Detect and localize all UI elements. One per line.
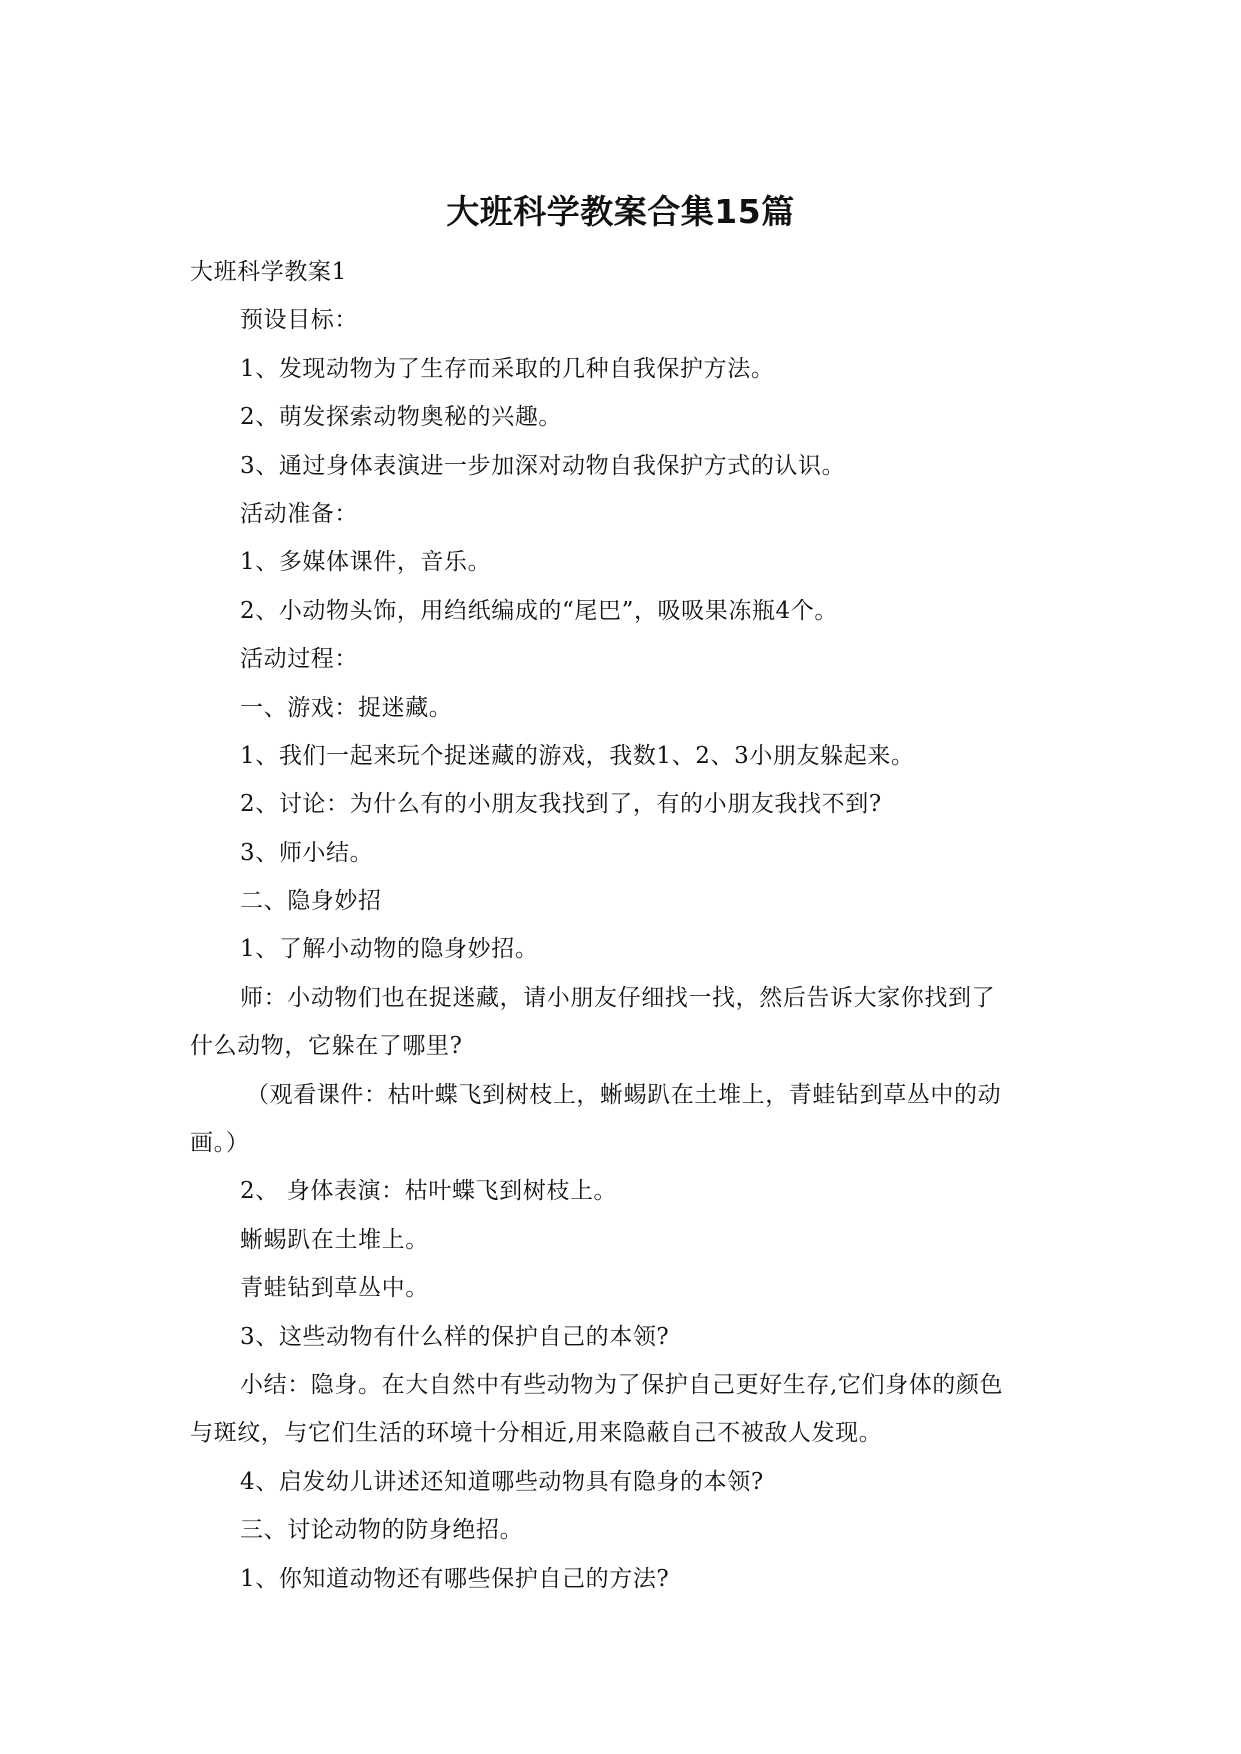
paragraph-line: 与斑纹，与它们生活的环境十分相近,用来隐蔽自己不被敌人发现。: [190, 1420, 883, 1447]
paragraph-line: 3、这些动物有什么样的保护自己的本领?: [240, 1323, 670, 1350]
paragraph-line: 2、小动物头饰，用绉纸编成的“尾巴”，吸吸果冻瓶4个。: [240, 597, 838, 624]
document-body: [190, 248, 1055, 1603]
paragraph-line: 大班科学教案1: [190, 259, 347, 285]
paragraph-line: 三、讨论动物的防身绝招。: [240, 1517, 524, 1544]
paragraph-line: 1、你知道动物还有哪些保护自己的方法?: [240, 1565, 670, 1592]
paragraph-line: 小结：隐身。在大自然中有些动物为了保护自己更好生存,它们身体的颜色: [240, 1371, 1004, 1398]
paragraph-line: 1、了解小动物的隐身妙招。: [240, 936, 539, 963]
paragraph-line: 活动过程：: [240, 646, 358, 673]
paragraph-line: 什么动物，它躲在了哪里?: [190, 1033, 463, 1060]
paragraph-line: （观看课件：枯叶蝶飞到树枝上，蜥蜴趴在土堆上，青蛙钻到草丛中的动: [246, 1081, 1002, 1108]
paragraph-line: 青蛙钻到草丛中。: [240, 1275, 429, 1302]
paragraph-line: 1、我们一起来玩个捉迷藏的游戏，我数1、2、3小朋友躲起来。: [240, 742, 915, 769]
paragraph-line: 1、发现动物为了生存而采取的几种自我保护方法。: [240, 355, 775, 382]
paragraph-line: 1、多媒体课件，音乐。: [240, 549, 492, 576]
paragraph-line: 一、游戏：捉迷藏。: [240, 694, 453, 721]
paragraph-line: 2、 身体表演：枯叶蝶飞到树枝上。: [240, 1178, 618, 1205]
paragraph-line: 画。）: [190, 1130, 250, 1157]
paragraph-line: 3、师小结。: [240, 839, 374, 866]
paragraph-line: 预设目标：: [240, 307, 358, 334]
paragraph-line: 蜥蜴趴在土堆上。: [240, 1226, 429, 1253]
document-title: 大班科学教案合集15篇: [446, 192, 795, 231]
paragraph-line: 二、隐身妙招: [240, 888, 382, 915]
paragraph-line: 2、讨论：为什么有的小朋友我找到了，有的小朋友我找不到?: [240, 791, 882, 818]
paragraph-line: 师：小动物们也在捉迷藏，请小朋友仔细找一找，然后告诉大家你找到了: [240, 984, 996, 1011]
paragraph-line: 3、通过身体表演进一步加深对动物自我保护方式的认识。: [240, 452, 846, 479]
paragraph-line: 活动准备：: [240, 500, 358, 527]
paragraph-line: 4、启发幼儿讲述还知道哪些动物具有隐身的本领?: [240, 1468, 764, 1495]
paragraph-line: 2、萌发探索动物奥秘的兴趣。: [240, 404, 563, 431]
